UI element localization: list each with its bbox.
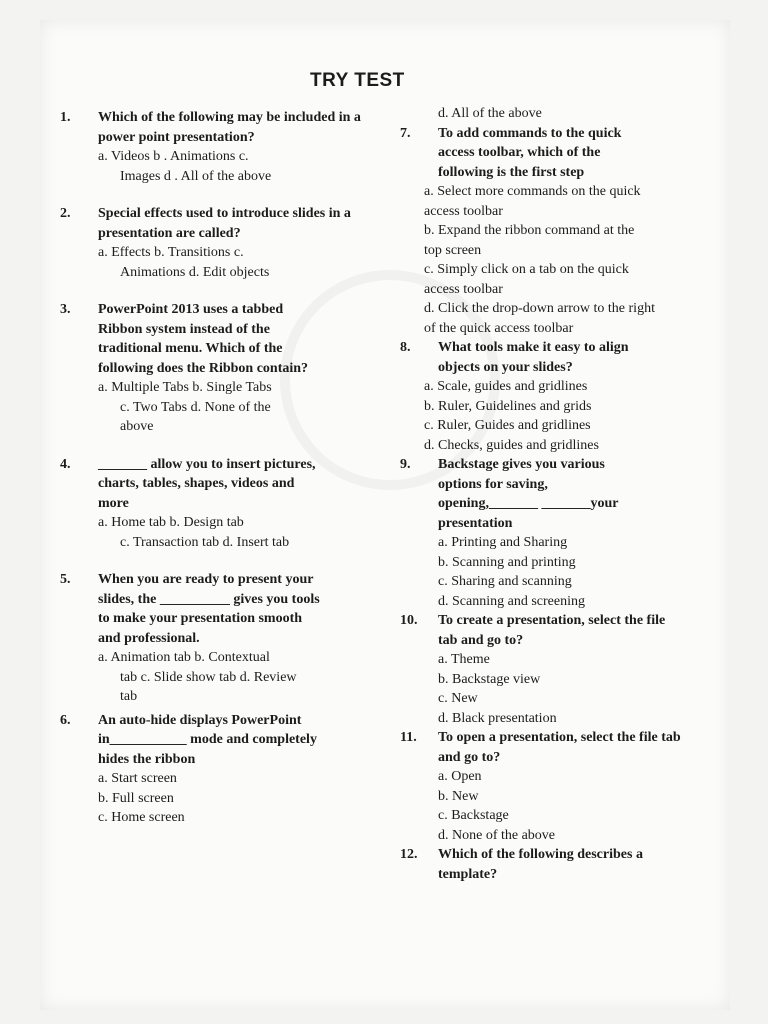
question-text: When you are ready to present your slides, the __________ gives you tools to make your presentation smooth and professional. (98, 572, 320, 646)
option-line: d. Black presentation (438, 710, 557, 726)
question-number: 6. (60, 712, 71, 728)
question-8 (400, 338, 690, 455)
question-4 (60, 455, 380, 553)
question-1 (60, 108, 380, 186)
question-number: 9. (400, 457, 411, 472)
option-line: a. Start screen (98, 771, 177, 786)
question-number: 8. (400, 340, 411, 355)
option-line: b. Scanning and printing (438, 554, 576, 570)
question-number: 7. (400, 125, 411, 141)
question-12 (400, 845, 690, 884)
question-text: PowerPoint 2013 uses a tabbed Ribbon system instead of the traditional menu. Which of the following does the Ribbon contain? (98, 302, 309, 376)
option-line: a. Open (438, 769, 482, 784)
option-line: c. Two Tabs d. None of the (120, 399, 271, 415)
option-line: c. Backstage (438, 808, 509, 823)
question-text: _______ allow you to insert pictures, charts, tables, shapes, videos and more (98, 456, 316, 511)
option-line: c. Simply click on a tab on the quick access toolbar (424, 262, 629, 297)
question-text: What tools make it easy to align objects on your slides? (438, 340, 629, 375)
question-number: 1. (60, 110, 71, 125)
option-line: above (120, 419, 154, 434)
question-text: To create a presentation, select the file tab and go to? (438, 613, 666, 648)
question-text: Which of the following may be included in a power point presentation? (98, 110, 361, 145)
option-line: a. Effects b. Transitions c. (98, 245, 244, 260)
option-line: a. Multiple Tabs b. Single Tabs (98, 380, 272, 395)
option-line: d. Scanning and screening (438, 593, 585, 609)
question-text: To open a presentation, select the file tab and go to? (438, 730, 681, 765)
option-line: c. Ruler, Guides and gridlines (424, 418, 591, 433)
question-6 (60, 711, 380, 828)
option-line: a. Select more commands on the quick access toolbar (424, 184, 641, 219)
question-5 (60, 570, 380, 707)
question-7 (400, 124, 690, 339)
option-line: b. Expand the ribbon command at the top screen (424, 223, 635, 258)
question-text: Backstage gives you various options for saving, opening,_______ _______your presentation (438, 457, 619, 531)
option-line: c. Sharing and scanning (438, 574, 572, 589)
option-line: a. Videos b . Animations c. (98, 149, 249, 164)
question-number: 2. (60, 206, 71, 221)
question-number: 5. (60, 572, 71, 587)
option-line: d. None of the above (438, 827, 556, 843)
option-line: b. Ruler, Guidelines and grids (424, 398, 592, 414)
question-number: 10. (400, 613, 418, 628)
option-line: Images d . All of the above (120, 168, 272, 184)
question-3 (60, 300, 380, 437)
option-line: a. Printing and Sharing (438, 535, 568, 550)
question-number: 4. (60, 456, 71, 472)
question-number: 12. (400, 847, 418, 862)
option-line: tab (120, 689, 138, 704)
right-column (400, 104, 690, 884)
option-line: d. All of the above (438, 106, 542, 121)
left-column (60, 108, 380, 828)
question-9 (400, 455, 690, 611)
option-line: c. Transaction tab d. Insert tab (120, 534, 290, 550)
question-text: An auto-hide displays PowerPoint in___________ mode and completely hides the ribbon (98, 712, 317, 767)
question-number: 3. (60, 302, 71, 317)
option-line: d. Checks, guides and gridlines (424, 437, 599, 453)
question-6-continued (400, 104, 690, 124)
option-line: a. Home tab b. Design tab (98, 515, 244, 530)
option-line: c. New (438, 691, 478, 706)
option-line: a. Animation tab b. Contextual (98, 650, 270, 665)
option-line: c. Home screen (98, 810, 185, 825)
option-line: Animations d. Edit objects (120, 264, 270, 280)
option-line: b. New (438, 788, 479, 804)
option-line: b. Backstage view (438, 671, 541, 687)
option-line: a. Theme (438, 652, 490, 667)
question-text: To add commands to the quick access toolbar, which of the following is the first step (438, 125, 622, 180)
option-line: d. Click the drop-down arrow to the right of the quick access toolbar (424, 301, 655, 336)
option-line: a. Scale, guides and gridlines (424, 379, 588, 394)
question-text: Which of the following describes a template? (438, 847, 643, 882)
option-line: tab c. Slide show tab d. Review (120, 669, 297, 685)
option-line: b. Full screen (98, 790, 174, 806)
question-10 (400, 611, 690, 728)
question-2 (60, 204, 380, 282)
question-11 (400, 728, 690, 845)
question-number: 11. (400, 730, 417, 745)
question-text: Special effects used to introduce slides in a presentation are called? (98, 206, 351, 241)
page-title: TRY TEST (310, 70, 405, 91)
